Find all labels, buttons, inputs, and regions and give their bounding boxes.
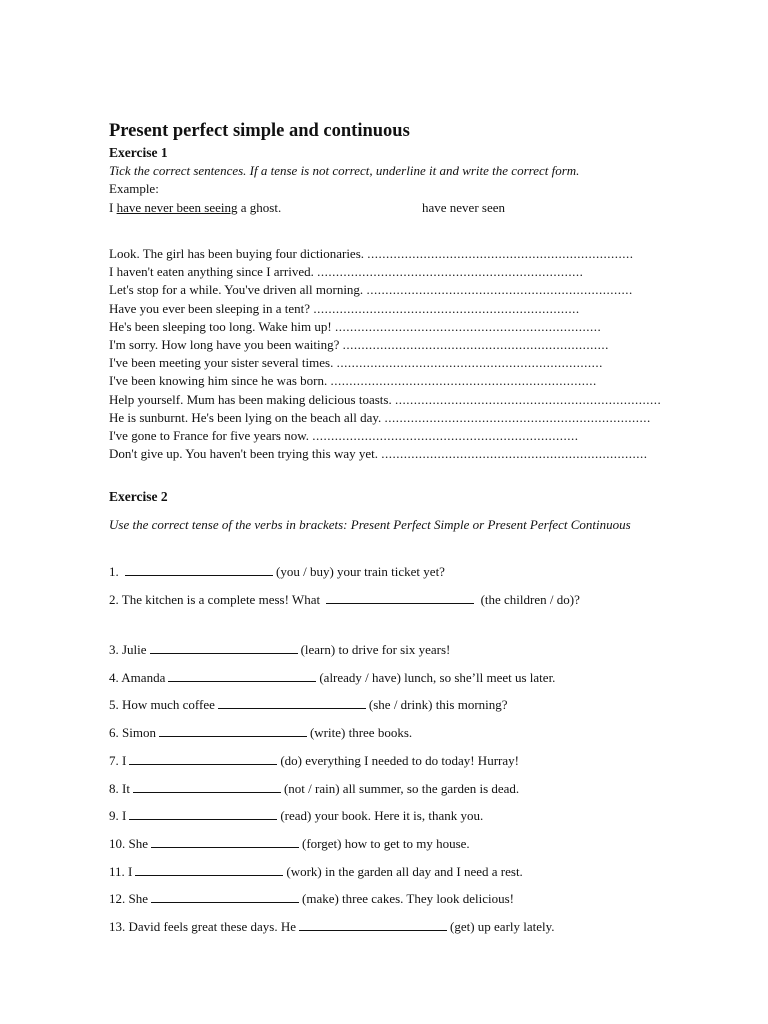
item-before: How much coffee bbox=[122, 697, 215, 713]
exercise1-item bbox=[109, 281, 661, 299]
item-after: (you / buy) your train ticket yet? bbox=[276, 564, 445, 579]
item-number: 1. bbox=[109, 564, 119, 579]
answer-dots: ....................................................................... bbox=[313, 300, 580, 316]
item-after: (the children / do)? bbox=[480, 591, 580, 607]
example-before: I bbox=[109, 200, 117, 215]
item-before: I bbox=[122, 752, 127, 768]
example-answer: have never seen bbox=[422, 200, 506, 215]
exercise2-item bbox=[109, 863, 629, 891]
sentence-text: I've gone to France for five years now. bbox=[109, 427, 310, 443]
item-before: I bbox=[122, 808, 127, 824]
exercise1-item bbox=[109, 409, 661, 427]
answer-blank[interactable] bbox=[150, 643, 298, 654]
exercise1-item bbox=[109, 354, 661, 372]
item-after: (not / rain) all summer, so the garden is dead. bbox=[283, 780, 520, 796]
answer-dots: ....................................................................... bbox=[381, 446, 648, 462]
item-number: 9. bbox=[109, 808, 119, 824]
answer-blank[interactable] bbox=[151, 892, 299, 903]
sentence-text: I haven't eaten anything since I arrived. bbox=[109, 264, 314, 280]
item-number: 11. bbox=[109, 863, 125, 879]
example-sentence bbox=[109, 200, 281, 216]
answer-blank[interactable] bbox=[151, 837, 299, 848]
answer-blank[interactable] bbox=[125, 565, 273, 576]
item-before: David feels great these days. He bbox=[128, 918, 296, 934]
page-title: Present perfect simple and continuous bbox=[109, 121, 410, 141]
answer-blank[interactable] bbox=[129, 809, 277, 820]
sentence-text: He's been sleeping too long. Wake him up! bbox=[109, 318, 332, 334]
item-number: 7. bbox=[109, 752, 119, 768]
item-before: She bbox=[128, 891, 148, 907]
exercise2-item bbox=[109, 641, 629, 669]
item-after: (write) three books. bbox=[309, 725, 413, 741]
answer-dots: ....................................................................... bbox=[312, 427, 579, 443]
exercise1-heading: Exercise 1 bbox=[109, 145, 168, 160]
exercise1-item bbox=[109, 318, 661, 336]
item-number: 10. bbox=[109, 835, 126, 851]
exercise2-item bbox=[109, 890, 629, 918]
answer-blank[interactable] bbox=[133, 782, 281, 793]
answer-blank[interactable] bbox=[129, 754, 277, 765]
answer-dots: ....................................................................... bbox=[384, 409, 651, 425]
answer-dots: ....................................................................... bbox=[336, 355, 603, 371]
item-number: 4. bbox=[109, 669, 119, 685]
answer-blank[interactable] bbox=[326, 593, 474, 604]
exercise1-item bbox=[109, 391, 661, 409]
item-number: 13. bbox=[109, 918, 126, 934]
exercise2-item bbox=[109, 780, 629, 808]
answer-blank[interactable] bbox=[135, 865, 283, 876]
item-before: The kitchen is a complete mess! What bbox=[121, 591, 321, 607]
answer-dots: ....................................................................... bbox=[342, 336, 609, 352]
sentence-text: Look. The girl has been buying four dictionaries. bbox=[109, 246, 365, 261]
item-before: Simon bbox=[122, 725, 156, 741]
item-after: (learn) to drive for six years! bbox=[300, 642, 451, 658]
answer-blank[interactable] bbox=[168, 671, 316, 682]
answer-dots: ....................................................................... bbox=[330, 373, 597, 389]
item-number: 2. bbox=[109, 591, 119, 607]
item-number: 6. bbox=[109, 725, 119, 741]
example-after: a ghost. bbox=[237, 200, 282, 215]
answer-blank[interactable] bbox=[159, 726, 307, 737]
exercise1-item bbox=[109, 336, 661, 354]
answer-dots: ....................................................................... bbox=[394, 391, 662, 407]
item-after: (make) three cakes. They look delicious! bbox=[302, 891, 515, 907]
item-number: 12. bbox=[109, 891, 126, 907]
item-number: 5. bbox=[109, 697, 119, 713]
item-before: Amanda bbox=[121, 669, 166, 685]
answer-dots: ....................................................................... bbox=[334, 318, 602, 334]
exercise1-item bbox=[109, 372, 661, 390]
exercise2-item bbox=[109, 669, 629, 697]
exercise2-item bbox=[109, 696, 629, 724]
item-before: She bbox=[128, 835, 148, 851]
exercise1-item bbox=[109, 245, 661, 263]
item-after: (get) up early lately. bbox=[450, 918, 555, 934]
item-after: (do) everything I needed to do today! Hurray! bbox=[280, 752, 519, 768]
item-number: 8. bbox=[109, 780, 119, 796]
item-before: It bbox=[122, 780, 130, 796]
item-before: Julie bbox=[122, 642, 147, 658]
exercise2-item bbox=[109, 807, 629, 835]
item-before: I bbox=[128, 863, 133, 879]
sentence-text: Let's stop for a while. You've driven all morning. bbox=[109, 282, 364, 298]
item-after: (read) your book. Here it is, thank you. bbox=[280, 808, 484, 824]
exercise1-item bbox=[109, 300, 661, 318]
exercise2-item-list bbox=[109, 563, 629, 946]
sentence-text: Help yourself. Mum has been making delicious toasts. bbox=[109, 391, 392, 407]
answer-dots: ....................................................................... bbox=[317, 264, 584, 280]
answer-blank[interactable] bbox=[218, 698, 366, 709]
exercise1-item bbox=[109, 427, 661, 445]
exercise2-item bbox=[109, 752, 629, 780]
item-after: (already / have) lunch, so she’ll meet us later. bbox=[319, 669, 556, 685]
exercise2-item bbox=[109, 835, 629, 863]
answer-dots: ....................................................................... bbox=[366, 282, 633, 298]
exercise1-sentence-list bbox=[109, 245, 661, 463]
exercise2-instructions: Use the correct tense of the verbs in brackets: Present Perfect Simple or Present Perfect Continuous bbox=[109, 517, 631, 532]
example-underlined: have never been seeing bbox=[116, 200, 238, 215]
item-number: 3. bbox=[109, 642, 119, 658]
exercise2-item bbox=[109, 586, 629, 641]
answer-dots: ....................................................................... bbox=[367, 246, 634, 261]
item-after: (she / drink) this morning? bbox=[368, 697, 508, 713]
exercise1-instructions: Tick the correct sentences. If a tense is not correct, underline it and write the correct form. bbox=[109, 163, 580, 178]
item-after: (work) in the garden all day and I need a rest. bbox=[286, 863, 523, 879]
sentence-text: I'm sorry. How long have you been waiting? bbox=[109, 336, 340, 352]
exercise2-heading: Exercise 2 bbox=[109, 489, 168, 504]
sentence-text: He is sunburnt. He's been lying on the beach all day. bbox=[109, 409, 382, 425]
sentence-text: Have you ever been sleeping in a tent? bbox=[109, 300, 311, 316]
sentence-text: Don't give up. You haven't been trying this way yet. bbox=[109, 446, 378, 462]
exercise1-item bbox=[109, 445, 661, 463]
example-label: Example: bbox=[109, 181, 159, 196]
sentence-text: I've been knowing him since he was born. bbox=[109, 373, 328, 389]
answer-blank[interactable] bbox=[299, 920, 447, 931]
item-after: (forget) how to get to my house. bbox=[302, 835, 470, 851]
sentence-text: I've been meeting your sister several times. bbox=[109, 355, 334, 371]
exercise2-item bbox=[109, 724, 629, 752]
exercise2-item bbox=[109, 918, 629, 946]
exercise1-item bbox=[109, 263, 661, 281]
